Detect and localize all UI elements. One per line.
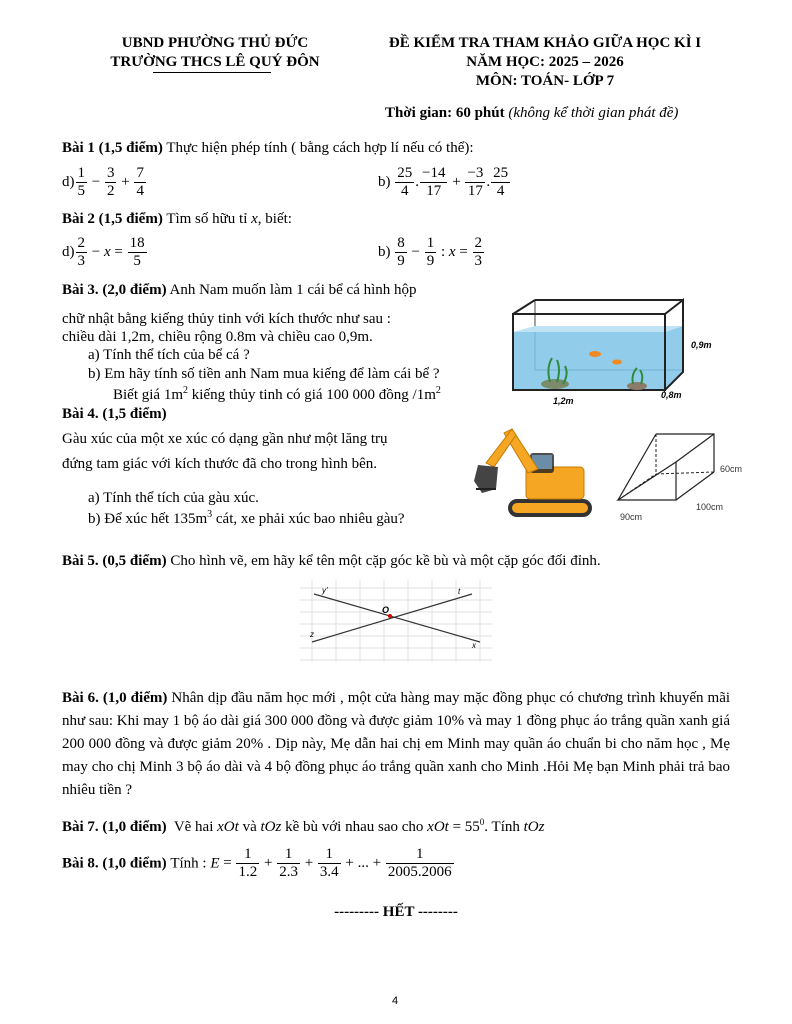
bai8-prompt: Bài 8. (1,0 điểm) Tính : E = $\frac{1}{1.2}$ + $\frac{1}{2.3}$ + $\frac{1}{3.4}$ + ... + $\frac{1}{2005.2006}$ xyxy=(62,846,452,881)
bai1-part-a: d) $\frac{1}{5}$ − $\frac{3}{2}$ + $\frac{7}{4}$ xyxy=(62,165,144,200)
bai2-title: Bài 2 (1,5 điểm) xyxy=(62,211,163,227)
bai3-line2: chữ nhật bằng kiếng thủy tinh với kích thước như sau : xyxy=(62,311,391,327)
bai4-qa: a) Tính thể tích của gàu xúc. xyxy=(88,490,259,506)
bai4-line1: Gàu xúc của một xe xúc có dạng gần như một lăng trụ xyxy=(62,431,388,447)
angle-tOz: tOz xyxy=(260,819,282,835)
var-x: x xyxy=(103,244,111,261)
fraction: $\frac{1}{9}$ xyxy=(426,235,435,270)
bai3-line1: Anh Nam muốn làm 1 cái bể cá hình hộp xyxy=(169,282,417,298)
fraction: $\frac{1}{2005.2006}$ xyxy=(387,846,452,881)
bai6-title: Bài 6. (1,0 điểm) xyxy=(62,690,168,706)
prism-length-label: 90cm xyxy=(620,512,643,522)
bai2-text: Tìm số hữu tỉ xyxy=(166,211,248,227)
bai3-qb: b) Em hãy tính số tiền anh Nam mua kiếng để làm cái bể ? xyxy=(88,366,440,382)
school-underline xyxy=(153,72,271,73)
time-bold: Thời gian: 60 phút xyxy=(385,105,505,121)
bai1-part-b: b) $\frac{25}{4}$ . $\frac{-14}{17}$ + $\frac{-3}{17}$ . $\frac{25}{4}$ xyxy=(378,165,509,200)
bai2-part-a: d) $\frac{2}{3}$ − x = $\frac{18}{5}$ xyxy=(62,235,145,270)
bai3-prompt xyxy=(62,282,417,299)
time-line xyxy=(385,105,678,122)
aquarium-image xyxy=(505,292,745,410)
aquarium-height-label: 0,9m xyxy=(691,340,712,350)
fraction: $\frac{-3}{17}$ xyxy=(467,165,484,200)
fraction: $\frac{25}{4}$ xyxy=(397,165,413,200)
end-marker: --------- HẾT -------- xyxy=(334,904,458,920)
bai4-qb: b) Để xúc hết $135m^3$ cát, xe phải xúc bao nhiêu gàu? xyxy=(88,509,405,527)
bai8-title: Bài 8. (1,0 điểm) xyxy=(62,855,167,872)
prism-height-label: 60cm xyxy=(720,464,743,474)
prism-diagram xyxy=(608,428,763,528)
bai5-prompt xyxy=(62,553,601,570)
bai4-line2: đứng tam giác với kích thước đã cho trong hình bên. xyxy=(62,456,377,472)
fraction: $\frac{7}{4}$ xyxy=(136,165,144,200)
excavator-image xyxy=(468,423,600,525)
bai3-qb2: Biết giá $1m^2$ kiếng thủy tinh có giá 100 000 đồng $/1m^2$ xyxy=(113,385,441,403)
bai1-text: Thực hiện phép tính ( bằng cách hợp lí nếu có thể): xyxy=(166,140,474,156)
time-italic: (không kể thời gian phát đề) xyxy=(508,105,679,121)
bai3-title: Bài 3. (2,0 điểm) xyxy=(62,282,167,298)
angle-xOt: xOt xyxy=(217,819,239,835)
bai1-prompt xyxy=(62,140,474,157)
label-z: z xyxy=(310,630,314,639)
fraction: $\frac{3}{2}$ xyxy=(106,165,115,200)
intersecting-lines-diagram xyxy=(300,580,492,662)
bai2-a-label: d) xyxy=(62,244,75,261)
bai2-b-label: b) xyxy=(378,244,391,261)
label-y-prime: y' xyxy=(322,586,328,595)
label-O: O xyxy=(382,605,390,615)
bai4-title: Bài 4. (1,5 điểm) xyxy=(62,406,167,422)
bai5-text: Cho hình vẽ, em hãy kể tên một cặp góc kề bù và một cặp góc đối đỉnh. xyxy=(170,553,601,569)
school-year: NĂM HỌC: 2025 – 2026 xyxy=(466,54,624,70)
fraction: $\frac{2}{3}$ xyxy=(474,235,483,270)
bai2-var: x xyxy=(251,211,258,227)
bai2-prompt xyxy=(62,211,292,228)
fraction: $\frac{8}{9}$ xyxy=(397,235,405,270)
school-name: TRƯỜNG THCS LÊ QUÝ ĐÔN xyxy=(110,54,320,70)
fraction: $\frac{18}{5}$ xyxy=(129,235,145,270)
fraction: $\frac{2}{3}$ xyxy=(77,235,85,270)
district-name: UBND PHƯỜNG THỦ ĐỨC xyxy=(121,35,309,51)
var-x: x xyxy=(448,244,456,261)
bai1-a-label: d) xyxy=(62,174,75,191)
fraction: $\frac{1}{2.3}$ xyxy=(279,846,298,881)
exam-title: ĐỀ KIỂM TRA THAM KHẢO GIỮA HỌC KÌ I xyxy=(388,35,702,51)
bai5-title: Bài 5. (0,5 điểm) xyxy=(62,553,167,569)
bai2-text-end: , biết: xyxy=(257,211,292,227)
page-number: 4 xyxy=(391,995,399,1007)
school-header xyxy=(70,34,360,72)
fraction: $\frac{-14}{17}$ xyxy=(422,165,446,200)
aquarium-width-label: 0,8m xyxy=(661,390,682,400)
fraction: $\frac{1}{5}$ xyxy=(77,165,85,200)
label-t: t xyxy=(458,587,461,596)
bai1-b-label: b) xyxy=(378,174,391,191)
bai7-prompt: Bài 7. (1,0 điểm) Vẽ hai xOt và tOz kề bù với nhau sao cho xOt = $55^0$. Tính tOz xyxy=(62,817,545,835)
bai2-part-b: b) $\frac{8}{9}$ − $\frac{1}{9}$ : x = $\frac{2}{3}$ xyxy=(378,235,483,270)
exam-header xyxy=(370,34,720,91)
fraction: $\frac{1}{1.2}$ xyxy=(238,846,258,881)
bai1-title: Bài 1 (1,5 điểm) xyxy=(62,140,163,156)
bai6-text: Nhân dịp đầu năm học mới , một cửa hàng may mặc đồng phục có chương trình khuyến mãi như sau: Khi may 1 bộ áo dài giá 300 000 đồng và được giảm 10% và may 1 đồng phục áo trắng quần xanh giá 200 000 đồng và được giảm 20% . Dịp này, Mẹ dẫn hai chị em Minh may quần áo chuẩn bi cho năm học , Mẹ may cho chị Minh 3 bộ áo dài và 4 bộ đồng phục áo trắng quần xanh cho Minh .Hỏi Mẹ bạn Minh phải trả bao nhiêu tiền ? xyxy=(62,690,731,798)
bai3-qa: a) Tính thể tích của bể cá ? xyxy=(88,347,250,363)
label-x: x xyxy=(472,641,476,650)
prism-width-label: 100cm xyxy=(696,502,724,512)
fraction: $\frac{1}{3.4}$ xyxy=(319,846,339,881)
subject: MÔN: TOÁN- LỚP 7 xyxy=(475,73,615,89)
bai3-line3: chiều dài 1,2m, chiều rộng 0.8m và chiều cao 0,9m. xyxy=(62,329,373,345)
aquarium-length-label: 1,2m xyxy=(553,396,574,406)
bai6-paragraph xyxy=(62,687,730,802)
fraction: $\frac{25}{4}$ xyxy=(493,165,509,200)
bai7-title: Bài 7. (1,0 điểm) xyxy=(62,819,167,835)
